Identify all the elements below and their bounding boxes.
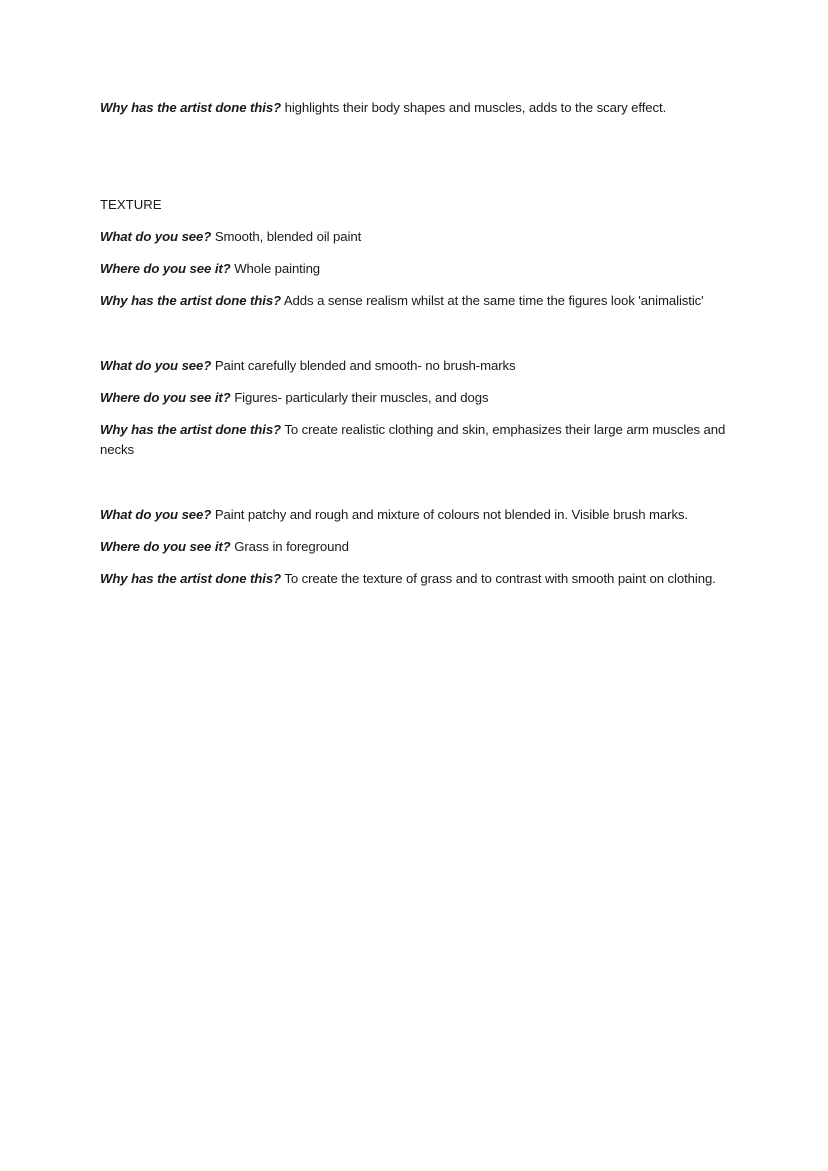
what-label: What do you see? (100, 507, 212, 522)
what-line (100, 227, 740, 247)
where-line (100, 388, 740, 408)
where-line (100, 259, 740, 279)
section-heading: TEXTURE (100, 197, 162, 212)
why-label: Why has the artist done this? (100, 293, 282, 308)
why-label: Why has the artist done this? (100, 100, 282, 115)
why-answer: To create realistic clothing and skin, emphasizes their large arm muscles and necks (100, 422, 726, 457)
why-line (100, 569, 740, 589)
what-label: What do you see? (100, 358, 212, 373)
what-line (100, 505, 740, 525)
why-label: Why has the artist done this? (100, 422, 282, 437)
where-label: Where do you see it? (100, 539, 231, 554)
why-answer: highlights their body shapes and muscles, adds to the scary effect. (281, 100, 667, 115)
where-answer: Whole painting (230, 261, 321, 276)
where-answer: Figures- particularly their muscles, and dogs (230, 390, 489, 405)
document-body (100, 98, 740, 601)
what-line (100, 356, 740, 376)
intro-why-line (100, 98, 740, 118)
why-answer: To create the texture of grass and to contrast with smooth paint on clothing. (281, 571, 716, 586)
what-answer: Paint patchy and rough and mixture of colours not blended in. Visible brush marks. (211, 507, 688, 522)
why-label: Why has the artist done this? (100, 571, 282, 586)
where-line (100, 537, 740, 557)
why-line (100, 420, 740, 460)
why-answer: Adds a sense realism whilst at the same time the figures look 'animalistic' (281, 293, 704, 308)
why-line (100, 291, 740, 311)
what-label: What do you see? (100, 229, 212, 244)
what-answer: Paint carefully blended and smooth- no brush-marks (211, 358, 516, 373)
where-label: Where do you see it? (100, 261, 231, 276)
where-answer: Grass in foreground (230, 539, 349, 554)
what-answer: Smooth, blended oil paint (211, 229, 362, 244)
where-label: Where do you see it? (100, 390, 231, 405)
